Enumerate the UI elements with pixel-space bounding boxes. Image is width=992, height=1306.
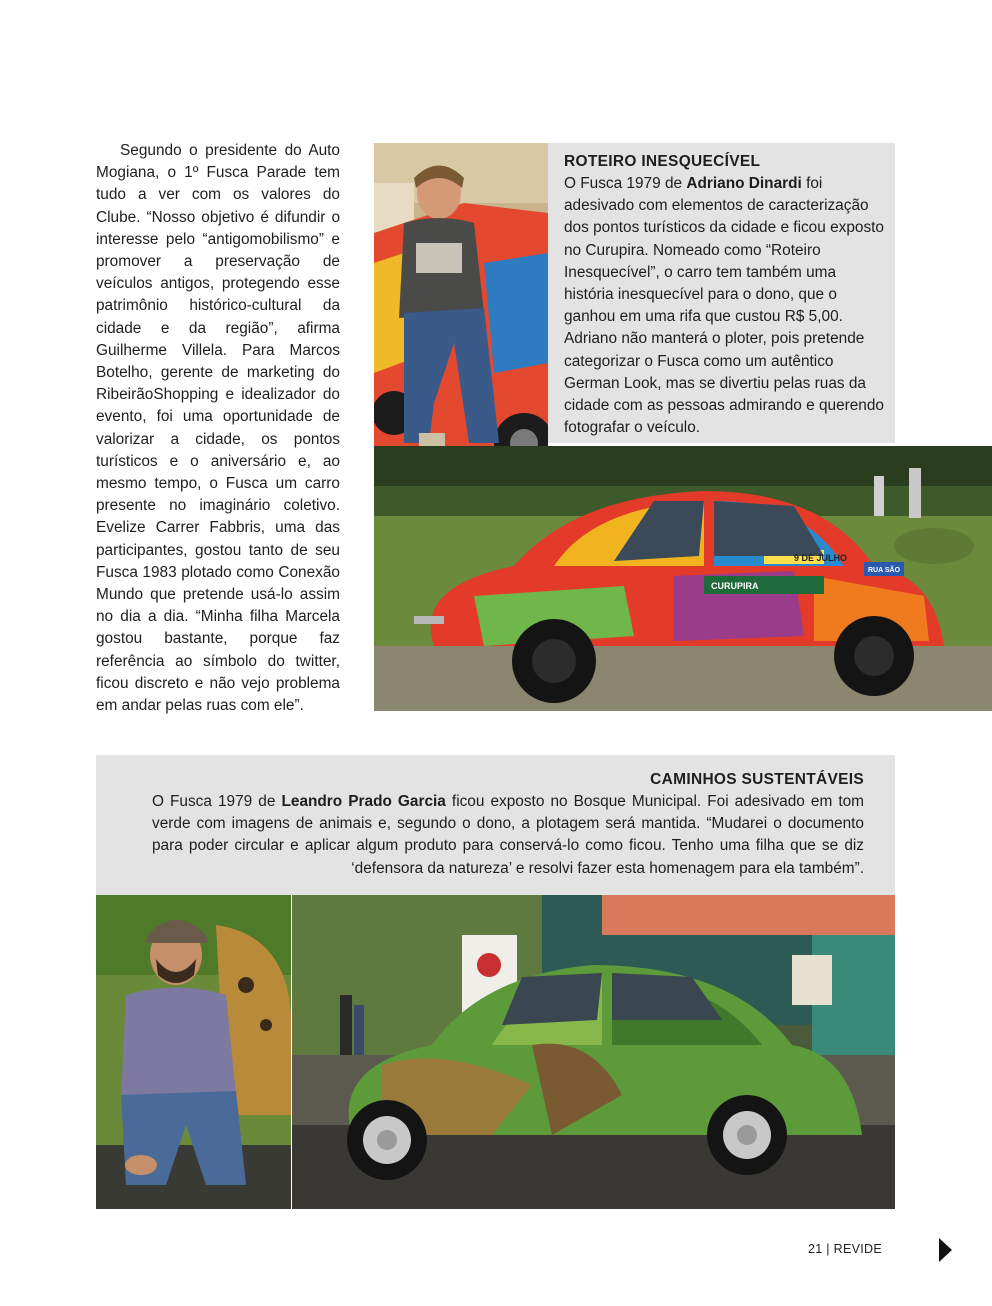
photo-green-fusca	[292, 895, 895, 1209]
sidebar-text: foi adesivado com elementos de caracterização dos pontos turísticos da cidade e ficou exposto no Curupira. Nomeado como “Roteiro Inesquecível”, o carro tem também uma história inesquecível para o dono, que o ganhou em uma rifa que custou R$ 5,00. Adriano não manterá o ploter, pois pretende categorizar o Fusca como um autêntico German Look, mas se divertiu pelas ruas da cidade com as pessoas admirando e querendo fotografar o veículo.	[564, 175, 884, 437]
photo-leandro-portrait	[96, 895, 291, 1209]
owner-name-2: Leandro Prado Garcia	[281, 793, 446, 810]
page-number: 21	[808, 1242, 823, 1256]
car-sign-julho: 9 DE JULHO	[794, 553, 848, 563]
next-page-arrow-icon[interactable]	[939, 1238, 952, 1262]
car-sign-curupira: CURUPIRA	[711, 581, 759, 591]
sidebar-body-2	[152, 791, 864, 880]
sidebar-lead: O Fusca 1979 de	[564, 175, 683, 192]
sidebar-roteiro-inesquecivel	[548, 143, 895, 443]
sidebar-text-2: ficou exposto no Bosque Municipal. Foi adesivado em tom verde com imagens de animais e, segundo o dono, a plotagem será mantida. “Mudarei o documento para poder circular e aplicar algum produto para conservá-lo como ficou. Tenho uma filha que se diz ‘defensora da natureza’ e resolvi fazer esta homenagem para ela também”.	[152, 793, 864, 877]
sidebar-title-2: CAMINHOS SUSTENTÁVEIS	[650, 771, 864, 788]
car-sign-rua: RUA SÃO	[868, 567, 901, 574]
photo-colorful-fusca	[374, 446, 992, 711]
page-footer	[808, 1242, 882, 1256]
owner-name: Adriano Dinardi	[686, 175, 802, 192]
magazine-name: REVIDE	[833, 1242, 882, 1256]
sidebar-title: ROTEIRO INESQUECÍVEL	[564, 153, 761, 170]
sidebar-caminhos-sustentaveis	[96, 755, 895, 895]
intro-paragraph: Segundo o presidente do Auto Mogiana, o 1º Fusca Parade tem tudo a ver com os valores do Clube. “Nosso objetivo é difundir o interesse pelo “antigomobilismo” e promover a preservação de veículos antigos, protegendo esse patrimônio histórico-cultural da cidade e da região”, afirma Guilherme Villela. Para Marcos Botelho, gerente de marketing do RibeirãoShopping e idealizador do evento, foi uma oportunidade de valorizar a cidade, os pontos turísticos e o aniversário e, ao mesmo tempo, o Fusca um carro presente no imaginário coletivo. Evelize Carrer Fabbris, uma das participantes, gostou tanto de seu Fusca 1983 plotado como Conexão Mundo que pretende usá-lo assim no dia a dia. “Minha filha Marcela gostou bastante, porque faz referência ao símbolo do twitter, ficou discreto e não vejo problema em andar pelas ruas com ele”.	[96, 142, 340, 715]
sidebar-body	[564, 173, 886, 439]
footer-separator: |	[826, 1242, 830, 1256]
sidebar-lead-2: O Fusca 1979 de	[152, 793, 276, 810]
